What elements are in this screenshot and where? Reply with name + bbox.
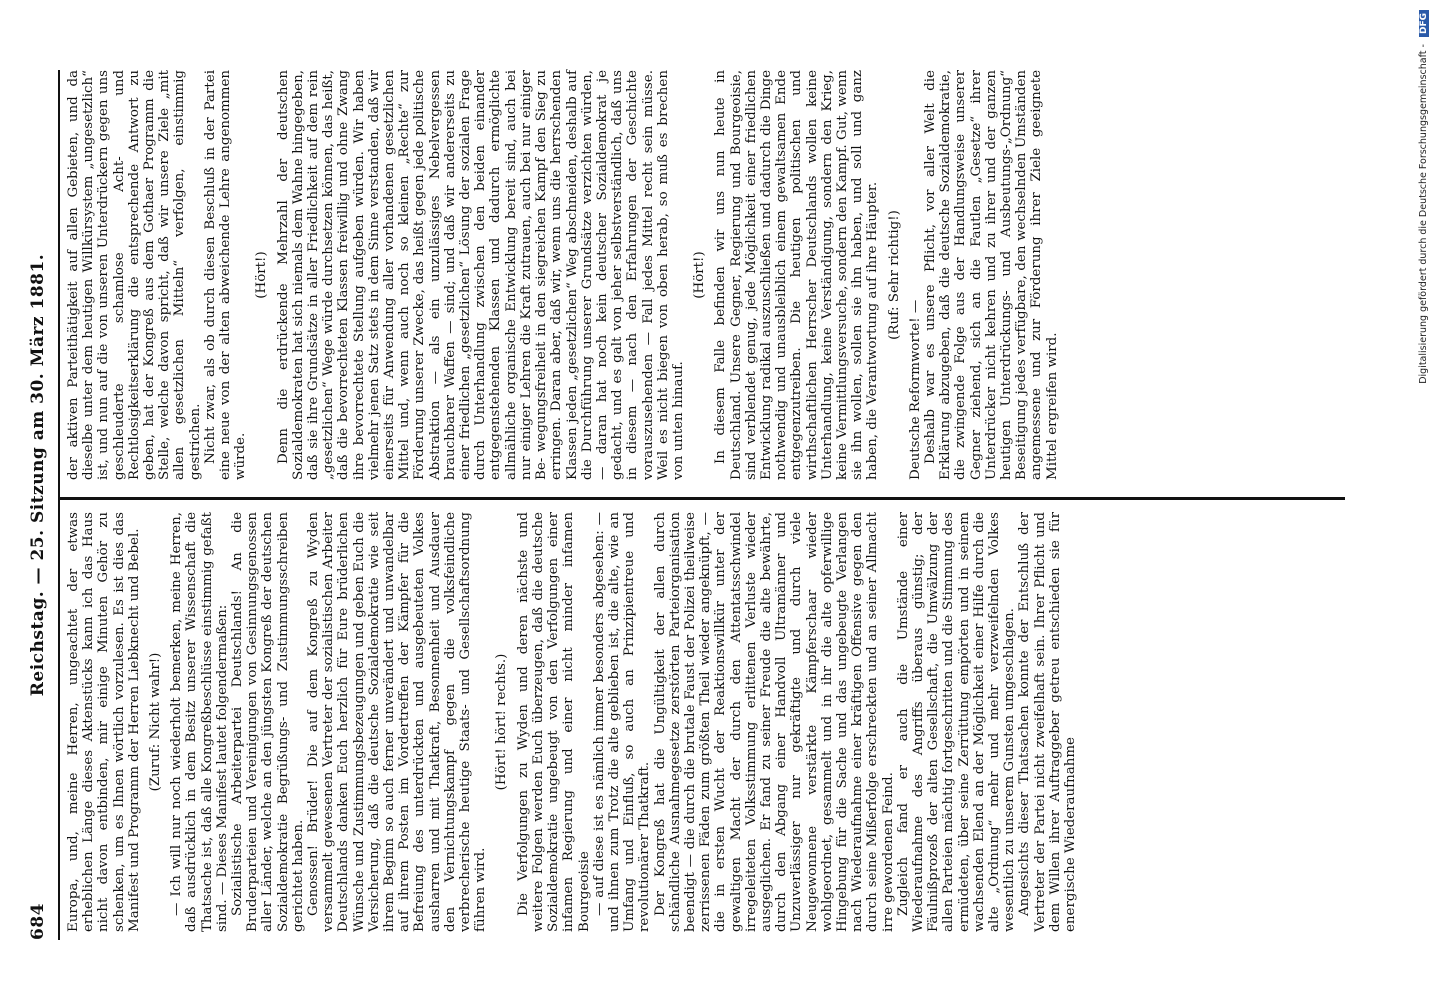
- paragraph: Genossen! Brüder! Die auf dem Kongreß zu Wyden versammelt gewesenen Vertreter der sozialistischen Arbeiter Deutschlands danken Euch herzlich für Eure brüderlichen Wünsche und Zustimmungsbezeugungen und geben Euch die Versicherung, daß die deutsche Sozialdemokratie wie seit ihrem Beginn so auch ferner unverändert und unwandelbar auf ihrem Posten im Vordertreffen der Kämpfer für die Befreiung des unterdrückten und ausgebeuteten Volkes ausharren und mit Thatkraft, Besonnenheit und Ausdauer den Vernichtungskampf gegen die volksfeindliche verbrecherische heutige Staats- und Gesellschaftsordnung führen wird.: [306, 512, 489, 932]
- paragraph: Die Verfolgungen zu Wyden und deren nächste und weitere Folgen werden Euch überzeugen, daß die deutsche Sozialdemokratie ungebeugt von den Verfolgungen einer infamen Regierung und einer nicht minder infamen Bourgeoisie: [515, 512, 592, 932]
- dfg-logo: DFG: [1419, 10, 1429, 37]
- digitization-note-text: Digitalisierung gefördert durch die Deutsche Forschungsgemeinschaft -: [1418, 44, 1429, 384]
- paragraph: In diesem Falle befinden wir uns nun heute in Deutschland. Unsere Gegner, Regierung und Bourgeoisie, sind verblendet genug, jede Möglichkeit einer friedlichen Entwicklung radikal auszuschließen und dadurch die Dinge nothwendig und unausbleiblich einem gewaltsamen Ende entgegenzutreiben. Die heutigen politischen und wirthschaftlichen Herrscher Deutschlands wollen keine Unterhandlung, keine Verständigung, sondern den Krieg, keine Vermittlungsversuche, sondern den Kampf. Gut, wenn sie ihn wollen, sollen sie ihn haben, und soll und ganz haben, die Verantwortung auf ihre Häupter.: [713, 70, 881, 480]
- paragraph: Angesichts dieser Thatsachen konnte der Entschluß der Vertreter der Partei nicht zweifelhaft sein. Ihrer Pflicht und dem Willen ihrer Auftraggeber getreu entschieden sie für energische Wiederaufnahme: [1017, 512, 1078, 932]
- paragraph: Deshalb war es unsere Pflicht, vor aller Welt die Erklärung abzugeben, daß die deutsche Sozialdemokratie, die zwingende Folge aus der Handlungsweise unserer Gegner ziehend, sich an die Fautlen „Gesetze“ ihrer Unterdrücker nicht kehren und zu ihrer und der ganzen heutigen Unterdrückungs- und Ausbeutungs-„Ordnung“ Beseitigung jedes verfügbare, den wechselnden Umständen angemessene und zur Förderung ihrer Ziele geeignete Mittel ergreifen wird.: [922, 70, 1060, 480]
- interjection: (Hört! hört! rechts.): [494, 653, 510, 791]
- interjection: (Hört!): [254, 251, 270, 299]
- interjection: (Hört!): [692, 251, 708, 299]
- left-column: [66, 512, 1078, 932]
- paragraph: Nicht zwar, als ob durch diesen Beschluß in der Partei eine neue von der alten abweichende Lehre angenommen würde.: [202, 70, 249, 480]
- paragraph: Europa, und, meine Herren, ungeachtet der etwas erheblichen Länge dieses Aktenstücks kann ich das Haus nicht davon entbinden, mir einige Minuten Gehör zu schenken, um es Ihnen wörtlich vorzulesen. Es ist dies das Manifest und Programm der Herren Liebknecht und Bebel.: [66, 512, 142, 932]
- interjection: (Ruf: Sehr richtig!): [886, 210, 902, 340]
- page-header: [20, 80, 56, 940]
- running-title: Reichstag. — 25. Sitzung am 30. März 1881.: [28, 253, 48, 697]
- right-column: [66, 70, 1060, 480]
- paragraph: Deutsche Reformworte! —: [907, 299, 923, 480]
- paragraph: Denn die erdrückende Mehrzahl der deutschen Sozialdemokraten hat sich niemals dem Wahne hingegeben, daß sie ihre Grundsätze in aller Friedlichkeit auf dem rein „gesetzlichen“ Wege würde durchsetzen können, das heißt, daß die bevorrechteten Klassen freiwillig und ohne Zwang ihre bevorrechtete Stellung aufgeben würden. Wir haben vielmehr jenen Satz stets in dem Sinne verstanden, daß wir einerseits für Anwendung aller vorhandenen gesetzlichen Mittel und, wenn auch noch so kleinen „Rechte“ zur Förderung unserer Zwecke, das heißt gegen jede politische Abstraktion — als ein unzulässiges Nebelvergessen brauchbarer Waffen — sind; und daß wir andererseits zu einer friedlichen „gesetzlichen“ Lösung der sozialen Frage durch Unterhandlung zwischen den beiden einander entgegenstehenden Klassen und dadurch ermöglichte allmähliche organische Entwicklung bereit sind, auch bei nur einiger Lehren die Kraft zutrauen, auch bei nur einiger Be- wegungsfreiheit in den siegreichen Kampf den Sieg zu erringen. Daran aber, daß wir, wenn uns die herrschenden Klassen jeden „gesetzlichen“ Weg abschneiden, deshalb auf die Durchführung unserer Grundsätze verzichten würden, — daran hat noch kein deutscher Sozialdemokrat je gedacht, und es galt von jeher selbstverständlich, daß uns in diesem — nach den Erfahrungen der Geschichte vorauszusehenden — Fall jedes Mittel recht sein müsse. Weil es nicht biegen von oben herab, so muß es brechen von unten hinauf.: [275, 70, 686, 480]
- paragraph: Der Kongreß hat die Ungültigkeit der allen durch schändliche Ausnahmegesetze zerstörten Parteiorganisation beendigt — die durch die brutale Faust der Polizei theilweise zerrissenen Fäden zum größten Theil wieder angeknüpft, — die in ersten Wucht der Reaktionswillkür unter der gewaltigen Macht der durch den Attentatsschwindel irregeleiteten Volksstimmung erlittenen Verluste wieder ausgeglichen. Er fand zu seiner Freude die alte bewährte, durch den Abgang einer Handvoll Ultramänner und Unzuverlässiger nur gekräftigte und durch viele Neugewonnene verstärkte Kämpferschaar wieder wohlgeordnet, gesammelt und in ihr die alte opferwillige Hingebung für die Sache und das ungebeugte Verlangen nach Wiederaufnahme einer kräftigen Offensive gegen den durch seine Mißerfolge erschreckten und an seiner Allmacht irre gewordenen Feind.: [652, 512, 896, 932]
- digitization-note: [1418, 10, 1432, 990]
- page-number: 684: [28, 903, 48, 940]
- paragraph: der aktiven Parteithätigkeit auf allen Gebieten, und da dieselbe unter dem heutigen Willkürsystem „ungesetzlich“ ist, und nun auf die von unseren Unterdrückern gegen uns geschleuderte schamlose Acht- und Rechtlosigkeitserklärung die entsprechende Antwort zu geben, hat der Kongreß aus dem Gothaer Programm die Stelle, welche davon spricht, daß wir unsere Ziele „mit allen gesetzlichen Mitteln“ verfolgen, einstimmig gestrichen.: [66, 70, 203, 480]
- paragraph: Sozialistische Arbeiterpartei Deutschlands! An die Bruderparteien und Vereinigungen von Gesinnungsgenossen aller Länder, welche an den jüngsten Kongreß der deutschen Sozialdemokratie Begrüßungs- und Zustimmungsschreiben gerichtet haben.: [230, 512, 306, 932]
- paragraph: Zugleich fand er auch die Umstände einer Wiederaufnahme des Angriffs überaus günstig; der Fäulnißprozeß der alten Gesellschaft, die Umwälzung der allen Parteien mächtig fortgeschritten und die Stimmung des ermüdeten, über seine Zerrüttung empörten und in seinem wachsenden Elend an der Möglichkeit einer Hilfe durch die alte „Ordnung“ mehr und mehr verzweifelnden Volkes wesentlich zu unserem Gunsten umgeschlagen.: [895, 512, 1018, 932]
- paragraph: — auf diese ist es nämlich immer besonders abgesehen: — und ihnen zum Trotz die alte geblieben ist, die alte, wie an Umfang und Einfluß, so auch an Prinzipientreue und revolutionärer Thatkraft.: [591, 512, 653, 932]
- header-rule: [58, 70, 60, 940]
- paragraph: — Ich will nur noch wiederholt bemerken, meine Herren, daß ausdrücklich in dem Besitz unserer Wissenschaft die Thatsache ist, daß alle Kongreßbeschlüsse einstimmig gefaßt sind. — Dieses Manifest lautet folgendermaßen:: [169, 512, 230, 932]
- interjection: (Zuruf: Nicht wahr!): [148, 652, 164, 792]
- column-divider: [60, 497, 1345, 500]
